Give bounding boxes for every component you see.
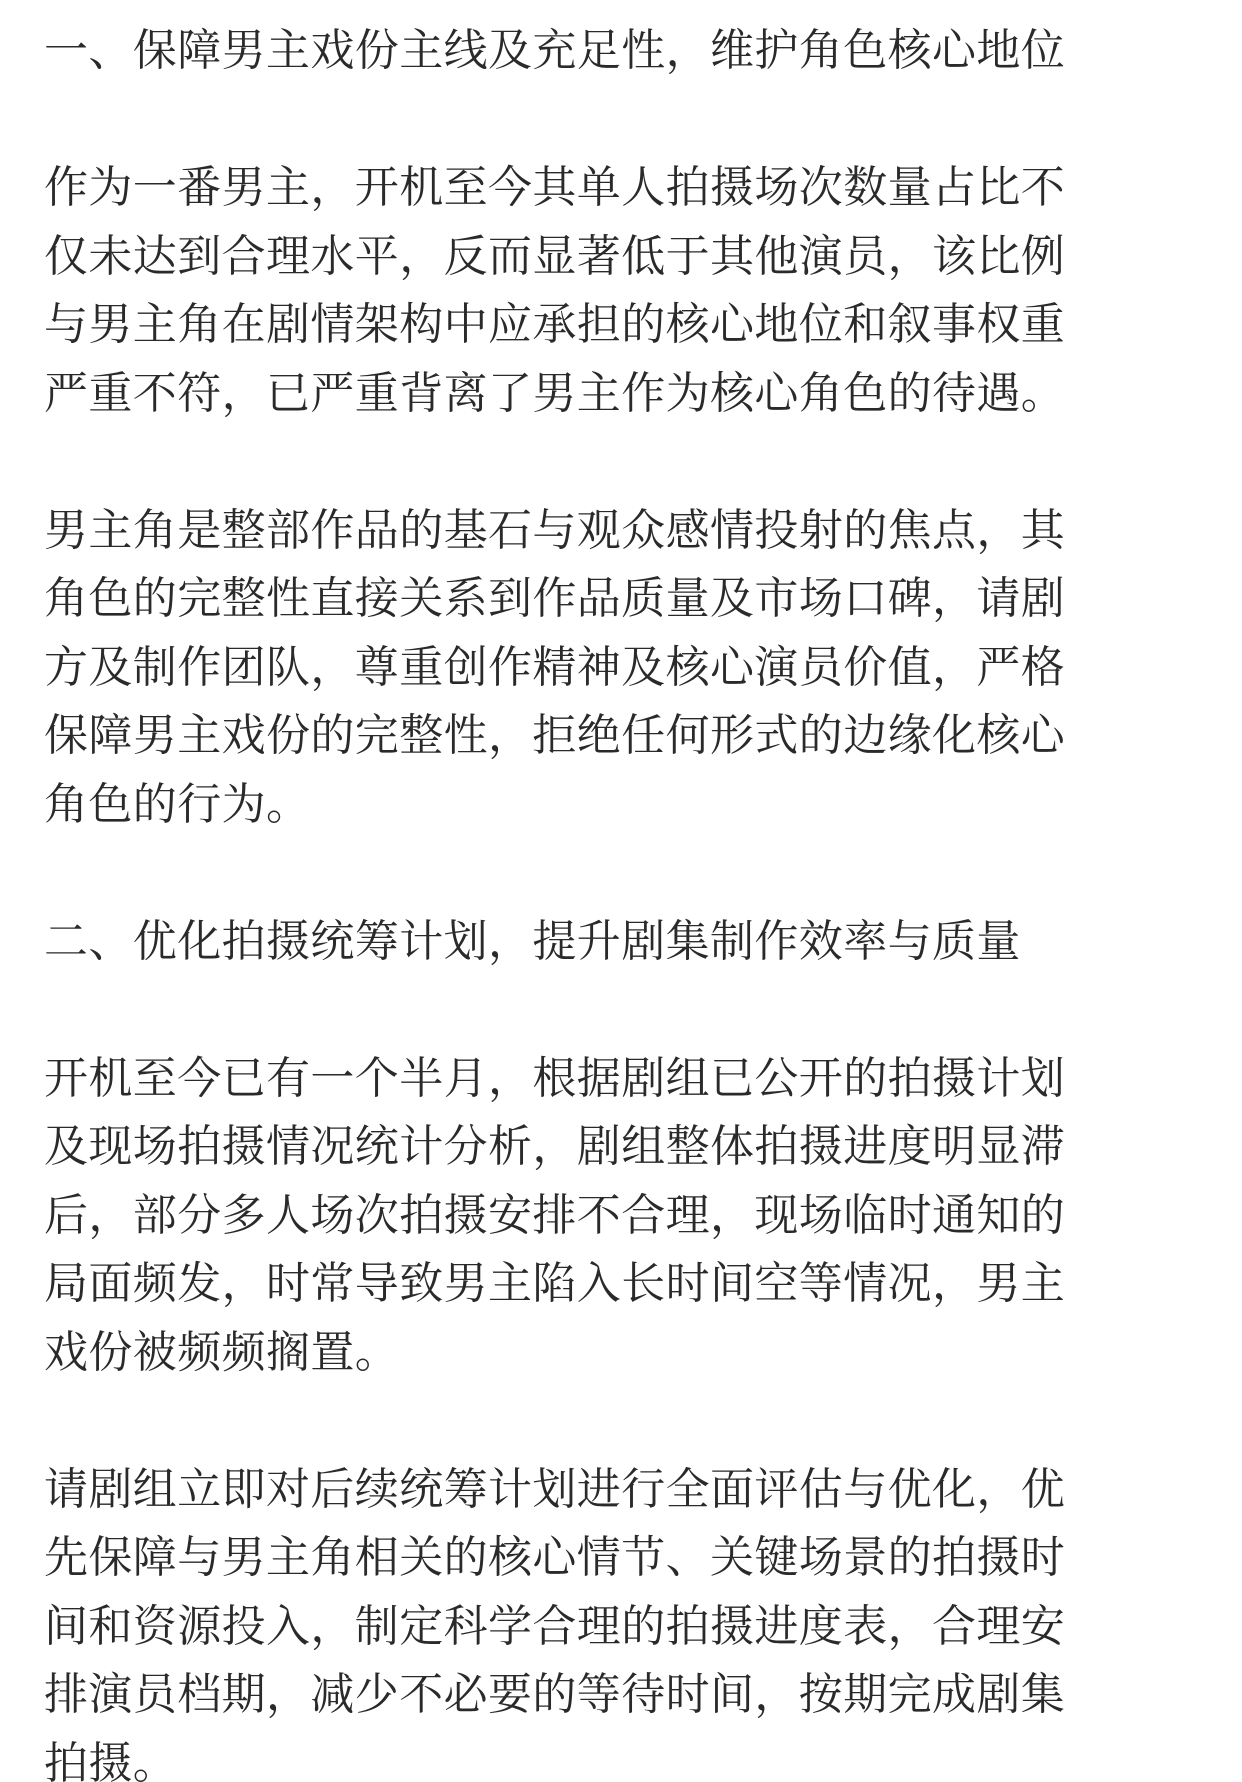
section-heading-1 <box>44 17 1174 86</box>
text-line: 戏份被频频搁置。 <box>44 1326 400 1378</box>
text-line: 后，部分多人场次拍摄安排不合理，现场临时通知的 <box>44 1189 1066 1241</box>
text-line: 及现场拍摄情况统计分析，剧组整体拍摄进度明显滞 <box>44 1121 1066 1172</box>
heading-text: 二、优化拍摄统筹计划，提升剧集制作效率与质量 <box>44 915 1021 967</box>
text-line: 保障男主戏份的完整性，拒绝任何形式的边缘化核心 <box>44 710 1066 761</box>
paragraph-gap <box>44 86 1174 155</box>
text-line: 先保障与男主角相关的核心情节、关键场景的拍摄时 <box>44 1532 1066 1583</box>
text-line: 仅未达到合理水平，反而显著低于其他演员，该比例 <box>44 230 1066 282</box>
paragraph-2 <box>44 497 1174 840</box>
text-line: 排演员档期，减少不必要的等待时间，按期完成剧集 <box>44 1669 1066 1720</box>
text-line: 角色的完整性直接关系到作品质量及市场口碑，请剧 <box>44 573 1066 624</box>
paragraph-gap <box>44 1387 1174 1456</box>
paragraph-3 <box>44 1045 1174 1388</box>
section-heading-2 <box>44 908 1174 977</box>
text-line: 请剧组立即对后续统筹计划进行全面评估与优化，优 <box>44 1463 1066 1515</box>
text-line: 角色的行为。 <box>44 778 311 830</box>
paragraph-gap <box>44 976 1174 1045</box>
text-line: 间和资源投入，制定科学合理的拍摄进度表，合理安 <box>44 1600 1066 1652</box>
text-line: 方及制作团队，尊重创作精神及核心演员价值，严格 <box>44 641 1066 693</box>
text-line: 严重不符，已严重背离了男主作为核心角色的待遇。 <box>44 367 1066 419</box>
text-line: 与男主角在剧情架构中应承担的核心地位和叙事权重 <box>44 299 1066 350</box>
article-body <box>44 17 1174 1782</box>
paragraph-gap <box>44 839 1174 908</box>
text-line: 男主角是整部作品的基石与观众感情投射的焦点，其 <box>44 504 1066 556</box>
text-line: 拍摄。 <box>44 1737 178 1782</box>
paragraph-gap <box>44 428 1174 497</box>
heading-text: 一、保障男主戏份主线及充足性，维护角色核心地位 <box>44 25 1066 76</box>
text-line: 作为一番男主，开机至今其单人拍摄场次数量占比不 <box>44 162 1066 213</box>
paragraph-1 <box>44 154 1174 428</box>
paragraph-4 <box>44 1456 1174 1782</box>
text-line: 开机至今已有一个半月，根据剧组已公开的拍摄计划 <box>44 1052 1066 1104</box>
text-line: 局面频发，时常导致男主陷入长时间空等情况，男主 <box>44 1258 1066 1309</box>
